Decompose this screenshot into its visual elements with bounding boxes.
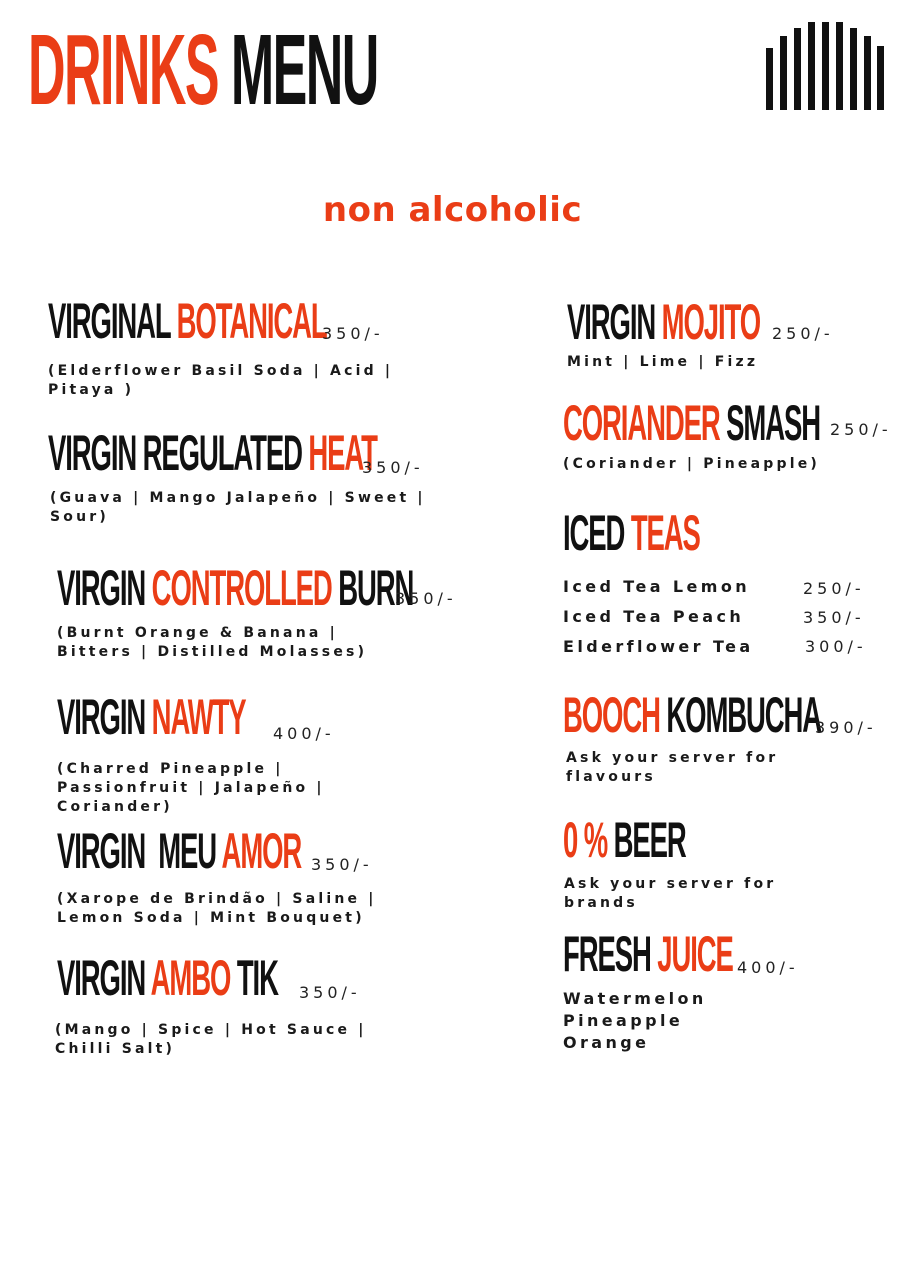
drink-description: (Burnt Orange & Banana | Bitters | Distilled Molasses)	[57, 625, 368, 660]
drink-name-virgin-controlled-burn: VIRGIN CONTROLLED BURN	[57, 560, 414, 616]
drink-name-virgin-meu-amor: VIRGIN MEU AMOR	[57, 823, 302, 879]
drink-description: (Guava | Mango Jalapeño | Sweet | Sour)	[50, 490, 426, 525]
drink-name-booch-kombucha: BOOCH KOMBUCHA	[563, 687, 822, 743]
drink-description: (Charred Pineapple | Passionfruit | Jalapeño | Coriander)	[57, 761, 325, 815]
drink-price: 350/-	[395, 589, 457, 608]
drink-price: 350/-	[299, 983, 361, 1002]
drink-description: (Xarope de Brindão | Saline | Lemon Soda | Mint Bouquet)	[57, 891, 377, 926]
section-subtitle: non alcoholic	[322, 190, 583, 230]
drink-price: 390/-	[815, 718, 877, 737]
drink-price: 250/-	[830, 420, 892, 439]
drink-description: Mint | Lime | Fizz	[567, 354, 759, 370]
drink-name-coriander-smash: CORIANDER SMASH	[563, 395, 821, 451]
iced-tea-row-label: Iced Tea Lemon	[563, 577, 751, 596]
iced-tea-row-label: Iced Tea Peach	[563, 607, 745, 626]
drink-name-zero-percent-beer: 0 % BEER	[563, 812, 686, 868]
drink-description: (Coriander | Pineapple)	[563, 456, 820, 472]
juice-flavour: Watermelon	[563, 989, 707, 1008]
drink-name-fresh-juice: FRESH JUICE	[563, 926, 733, 982]
iced-tea-row-price: 300/-	[805, 637, 867, 656]
drink-description: (Elderflower Basil Soda | Acid | Pitaya )	[48, 363, 394, 398]
drink-price: 400/-	[273, 724, 335, 743]
iced-tea-row-price: 350/-	[803, 608, 865, 627]
drink-description: Ask your server for brands	[564, 876, 777, 911]
iced-tea-row-price: 250/-	[803, 579, 865, 598]
drink-price: 400/-	[737, 958, 799, 977]
page-title	[28, 14, 378, 126]
juice-flavour: Pineapple	[563, 1011, 684, 1030]
drink-price: 250/-	[772, 324, 834, 343]
title-menu: MENU	[230, 14, 378, 126]
drink-name-virgin-regulated-heat: VIRGIN REGULATED HEAT	[48, 425, 377, 481]
vertical-bars-logo-icon	[766, 22, 884, 110]
drink-name-virgin-nawty: VIRGIN NAWTY	[57, 689, 246, 745]
drink-name-virgin-ambo-tik: VIRGIN AMBO TIK	[57, 950, 278, 1006]
drink-name-virgin-mojito: VIRGIN MOJITO	[567, 294, 761, 350]
drink-description: Ask your server for flavours	[566, 750, 779, 785]
drink-price: 350/-	[322, 324, 384, 343]
iced-tea-row-label: Elderflower Tea	[563, 637, 754, 656]
drink-description: (Mango | Spice | Hot Sauce | Chilli Salt)	[55, 1022, 367, 1057]
drink-price: 350/-	[362, 458, 424, 477]
drink-name-virginal-botanical: VIRGINAL BOTANICAL	[48, 293, 327, 349]
section-name-iced-teas: ICED TEAS	[563, 505, 700, 561]
title-drinks: DRINKS	[28, 14, 218, 126]
drink-price: 350/-	[311, 855, 373, 874]
juice-flavour: Orange	[563, 1033, 650, 1052]
